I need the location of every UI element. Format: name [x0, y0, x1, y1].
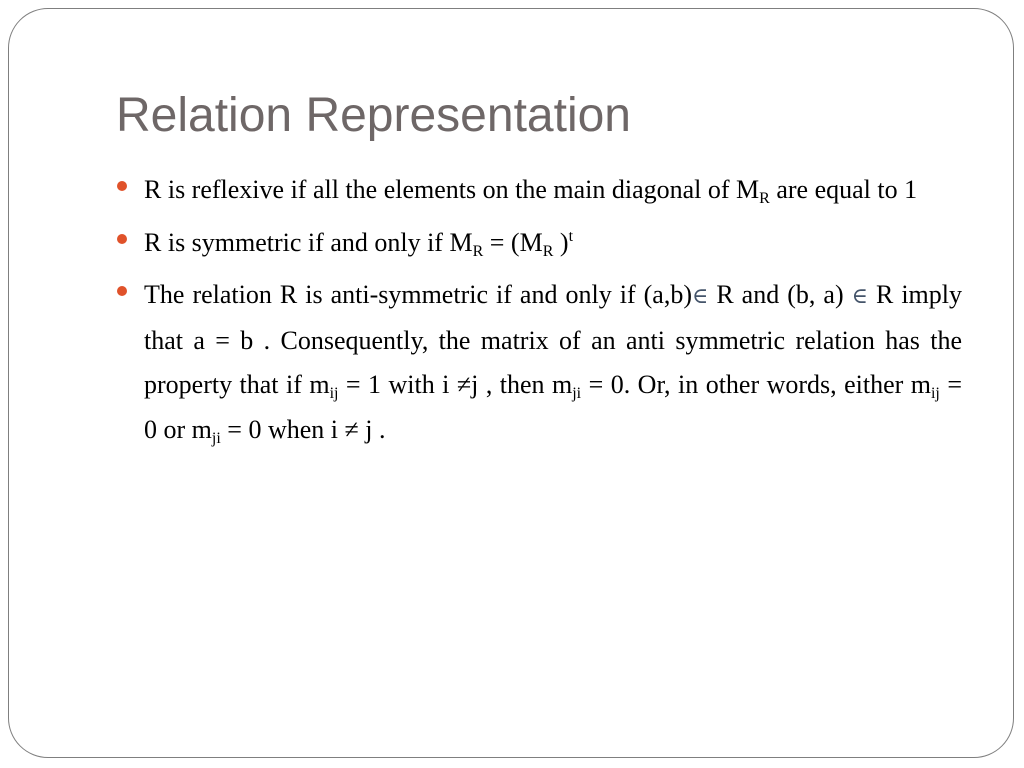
- bullet-text: = 0. Or, in other words, either m: [581, 370, 931, 399]
- bullet-dot-icon: [117, 286, 127, 296]
- slide-title: Relation Representation: [116, 89, 631, 142]
- subscript: R: [472, 242, 484, 260]
- bullet-text: = 0 when i ≠ j .: [220, 414, 386, 444]
- subscript: R: [542, 242, 554, 260]
- bullet-text: R is reflexive if all the elements on the main diagonal of M: [144, 175, 760, 204]
- bullet-symmetric: [116, 221, 962, 266]
- bullet-antisymmetric: [116, 273, 962, 452]
- subscript: ij: [329, 385, 339, 402]
- bullet-dot-icon: [117, 234, 127, 244]
- bullet-text: = 1 with i ≠j , then m: [338, 370, 573, 399]
- bullet-text: R and (b, a): [708, 280, 852, 309]
- element-of-icon: ∈: [692, 283, 709, 308]
- bullet-text: ): [553, 227, 569, 257]
- bullet-text: R imply that a = b . Consequently, the matrix of an anti symmetric relation has the property that if m: [144, 280, 963, 399]
- bullet-list: [116, 168, 962, 460]
- bullet-text: The relation R is anti-symmetric if and only if (a,b): [144, 280, 692, 309]
- subscript: ji: [211, 429, 221, 447]
- bullet-text: = 0 or m: [144, 370, 962, 444]
- bullet-text: = (M: [483, 227, 543, 257]
- bullet-text: are equal to 1: [769, 175, 918, 204]
- superscript: t: [568, 227, 574, 245]
- subscript: ji: [572, 385, 582, 402]
- bullet-reflexive: [116, 168, 962, 213]
- bullet-text: R is symmetric if and only if M: [144, 227, 473, 257]
- subscript: ij: [930, 385, 940, 402]
- element-of-icon: ∈: [851, 283, 868, 308]
- bullet-dot-icon: [117, 181, 127, 191]
- subscript: R: [759, 190, 770, 207]
